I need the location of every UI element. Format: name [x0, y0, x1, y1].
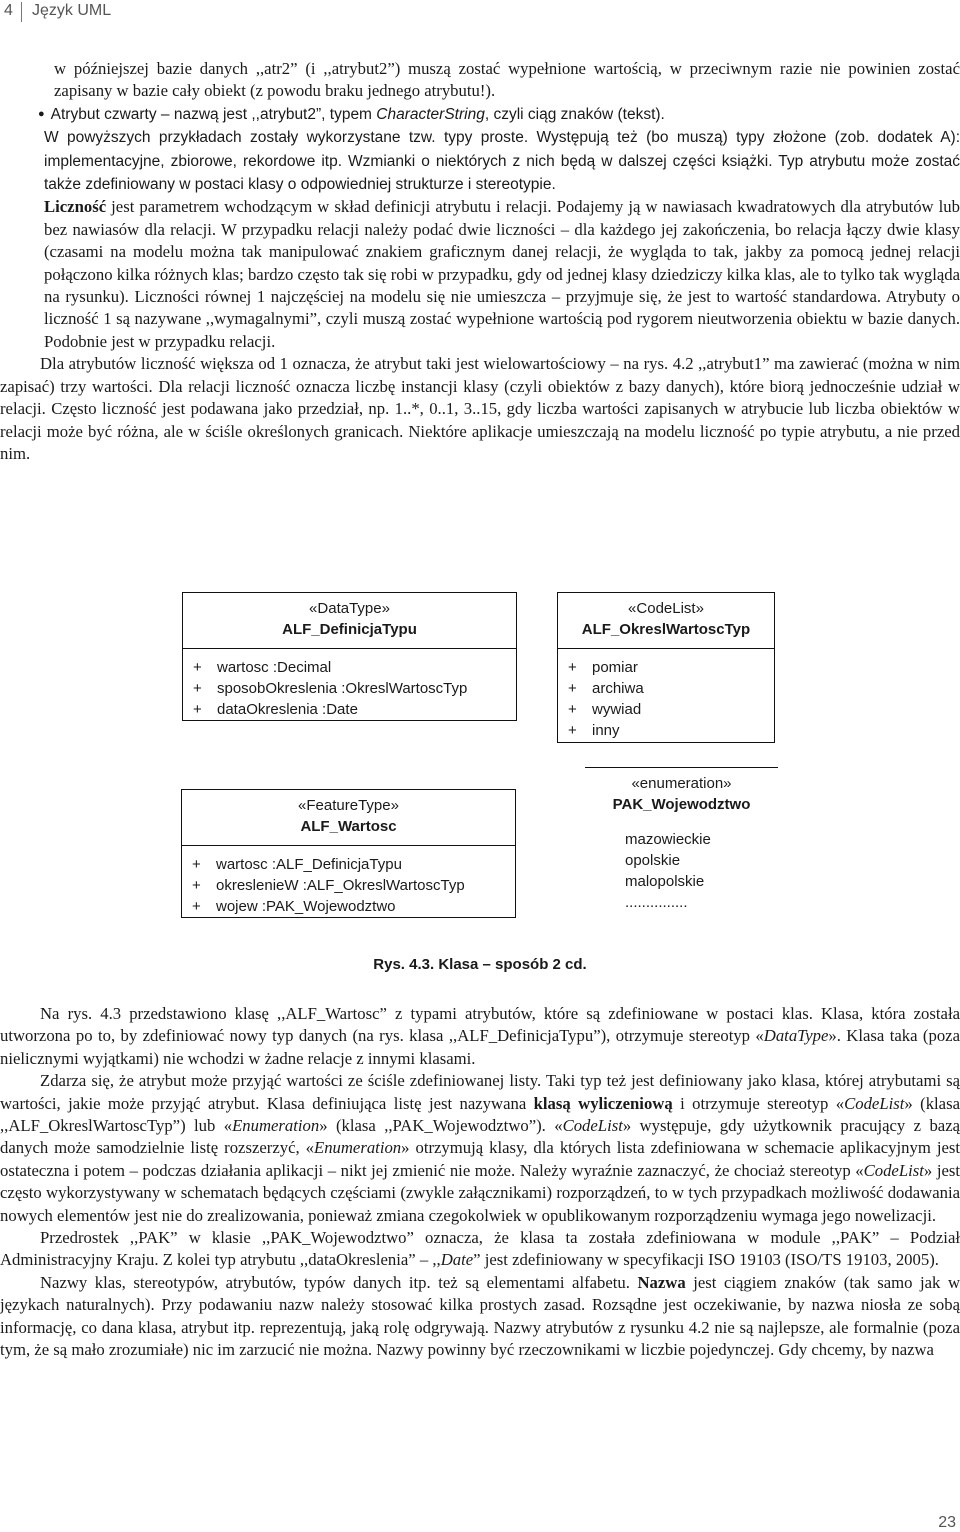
uml-class-header	[558, 593, 774, 649]
uml-enum-value: opolskie	[625, 852, 681, 869]
term-nazwa: Nazwa	[637, 1272, 686, 1292]
uml-attribute: + sposobOkreslenia :OkreslWartoscTyp	[193, 680, 468, 697]
paragraph-simple-types-text: W powyższych przykładach zostały wykorzystane tzw. typy proste. Występują też (bo muszą) typy złożone (zob. dodatek A): implementacyjne, zbiorowe, rekordowe itp. Wzmianki o niektórych z nich będą w dalszej części książki. Typ atrybutu może zostać także zdefiniowany w postaci klasy o odpowiedniej strukturze i stereotypie.	[44, 129, 960, 194]
header-separator	[21, 2, 22, 22]
uml-enum-value: malopolskie	[625, 873, 705, 890]
uml-class-enumeration	[585, 767, 778, 916]
uml-attribute: + dataOkreslenia :Date	[193, 701, 358, 718]
uml-class-name: ALF_Wartosc	[300, 818, 397, 835]
paragraph-enumeration: Zdarza się, że atrybut może przyjąć wartości ze ściśle zdefiniowanej listy. Taki typ też jest definiowany jako klasa, której atrybutami są wartości, jakie może przyjąć atrybut. Klasa definiująca listę jest nazywana klasą wyliczeniową i otrzymuje stereotyp «CodeList» (klasa ,,ALF_OkreslWartoscTyp”) lub «Enumeration» (klasa ,,PAK_Wojewodztwo”). «CodeList» występuje, gdy użytkownik pracujący z bazą danych może samodzielnie listę rozszerzyć, «Enumeration» otrzymują klasy, dla których lista zdefiniowana w schemacie aplikacyjnym jest ostateczna i potem – podczas działania aplikacji – nikt jej zmienić nie może. Należy wyraźnie zaznaczyć, że chociaż stereotyp «CodeList» jest często wykorzystywany w schematach będących częściami (zwykle załącznikami) rozporządzeń, to w tych przypadkach możliwość dodawania nowych elementów jest nie do zrealizowania, ponieważ zmiana czegokolwiek w opublikowanym rozporządzeniu wymaga jego nowelizacji.	[0, 1071, 960, 1225]
uml-attribute-list	[558, 649, 774, 741]
uml-attribute: + pomiar	[568, 659, 638, 676]
uml-class-name: PAK_Wojewodztwo	[612, 796, 751, 813]
uml-class-featuretype	[181, 789, 516, 918]
header-page-number: 4	[4, 2, 13, 19]
uml-class-header	[585, 768, 778, 823]
uml-enum-value: mazowieckie	[625, 831, 711, 848]
uml-class-header	[183, 593, 516, 649]
bullet-icon: ●	[38, 107, 45, 120]
uml-attribute: + wywiad	[568, 701, 642, 718]
figure-caption: Rys. 4.3. Klasa – sposób 2 cd.	[373, 956, 587, 973]
bullet-text-a: Atrybut czwarty – nazwą jest ,,atrybut2”, typem	[50, 105, 377, 123]
bullet-item	[0, 103, 960, 126]
bottom-text-block	[0, 1003, 960, 1362]
uml-attribute: + wartosc :ALF_DefinicjaTypu	[192, 856, 402, 873]
uml-stereotype: «FeatureType»	[298, 797, 399, 814]
uml-attribute-list	[182, 846, 515, 917]
uml-attribute: + inny	[568, 722, 620, 739]
uml-attribute: + wojew :PAK_Wojewodztwo	[192, 898, 396, 915]
paragraph-datatype: Na rys. 4.3 przedstawiono klasę ,,ALF_Wartosc” z typami atrybutów, które są zdefiniowane w postaci klas. Klasa, która została utworzona po to, by zdefiniować nowy typ danych (na rys. klasa ,,ALF_DefinicjaTypu”), otrzymuje stereotyp «DataType». Klasa taka (poza nielicznymi wyjątkami) nie wchodzi w żadne relacje z innymi klasami.	[0, 1004, 960, 1068]
top-text-block	[0, 58, 960, 465]
uml-stereotype: «CodeList»	[628, 600, 704, 617]
paragraph-continuation: w późniejszej bazie danych ,,atr2” (i ,,atrybut2”) muszą zostać wypełnione wartością, w przeciwnym razie nie powinien zostać zapisany w bazie cały obiekt (z powodu braku jednego atrybutu!).	[54, 59, 960, 101]
uml-attribute: + okreslenieW :ALF_OkreslWartoscTyp	[192, 877, 465, 894]
uml-class-datatype	[182, 592, 517, 721]
uml-enum-value: ...............	[625, 894, 688, 911]
footer-page-number: 23	[938, 1514, 956, 1531]
header-chapter-title: Język UML	[32, 2, 112, 19]
bullet-type-name: CharacterString	[376, 105, 485, 123]
uml-class-name: ALF_OkreslWartoscTyp	[581, 621, 751, 638]
uml-attribute: + wartosc :Decimal	[193, 659, 332, 676]
uml-class-codelist	[557, 592, 775, 743]
uml-attribute: + archiwa	[568, 680, 644, 697]
term-klasa-wyliczeniowa: klasą wyliczeniową	[533, 1093, 673, 1113]
paragraph-simple-types	[0, 126, 960, 196]
paragraph-multiplicity	[0, 196, 960, 353]
uml-stereotype: «enumeration»	[631, 775, 732, 792]
uml-class-name: ALF_DefinicjaTypu	[282, 621, 417, 638]
uml-class-header	[182, 790, 515, 846]
paragraph-multivalued: Dla atrybutów liczność większa od 1 oznacza, że atrybut taki jest wielowartościowy – na rys. 4.2 ,,atrybut1” ma zawierać (można w nim zapisać) trzy wartości. Dla relacji liczność oznacza liczbę instancji klasy (czyli obiektów z bazy danych), które biorą jednocześnie udział w relacji. Często liczność jest podawana jako przedział, np. 1..*, 0..1, 3..15, gdy liczba wartości zapisanych w atrybucie lub liczba obiektów w relacji może być różna, ale w ściśle określonych granicach. Niektóre aplikacje umieszczają na modelu liczność po typie atrybutu, a nie przed nim.	[0, 354, 960, 463]
paragraph-multiplicity-text: jest parametrem wchodzącym w skład definicji atrybutu i relacji. Podajemy ją w nawiasach kwadratowych dla atrybutów lub bez nawiasów dla relacji. W przypadku relacji należy podać dwie liczności – dla każdego jej zakończenia, bo relacja łączy dwie klasy (czasami na modelu można tak manipulować znakiem graficznym danej relacji, że wygląda to tak, jakby za pomocą jednej relacji połączono kilka różnych klas; bardzo często tak się robi w przypadku, gdy od jednej klasy dziedziczy kilka klas, ale to tylko tak wygląda na rysunku). Liczności równej 1 najczęściej na modelu się nie umieszcza – przyjmuje się, że jest to wartość standardowa. Atrybuty o liczność 1 są nazywane ,,wymagalnymi”, czyli muszą zostać wypełnione wartością pod rygorem nieutworzenia obiektu w bazie danych. Podobnie jest w przypadku relacji.	[44, 197, 960, 351]
paragraph-prefix: Przedrostek ,,PAK” w klasie ,,PAK_Wojewodztwo” oznacza, że klasa ta została zdefiniowana w module ,,PAK” – Podział Administracyjny Kraju. Z kolei typ atrybutu ,,dataOkreslenia” – ,,Date” jest zdefiniowany w specyfikacji ISO 19103 (ISO/TS 19103, 2005).	[0, 1228, 960, 1270]
bullet-text-b: , czyli ciąg znaków (tekst).	[484, 105, 665, 123]
uml-attribute-list	[183, 649, 516, 720]
term-licznosc: Liczność	[44, 197, 107, 217]
paragraph-names: Nazwy klas, stereotypów, atrybutów, typów danych itp. też są elementami alfabetu. Nazwa jest ciągiem znaków (tak samo jak w językach naturalnych). Przy podawaniu nazw należy stosować kilka prostych zasad. Rozsądne jest oczekiwanie, by nazwa niosła ze sobą informację, co dana klasa, atrybut itp. reprezentują, jaką rolę odgrywają. Nazwy atrybutów z rysunku 4.2 nie są najlepsze, ale formalnie (poza tym, że są mało zrozumiałe) nic im zarzucić nie można. Nazwy powinny być rzeczownikami w liczbie pojedynczej. Gdy chcemy, by nazwa	[0, 1272, 960, 1360]
uml-enum-values	[585, 823, 778, 913]
uml-stereotype: «DataType»	[309, 600, 390, 617]
